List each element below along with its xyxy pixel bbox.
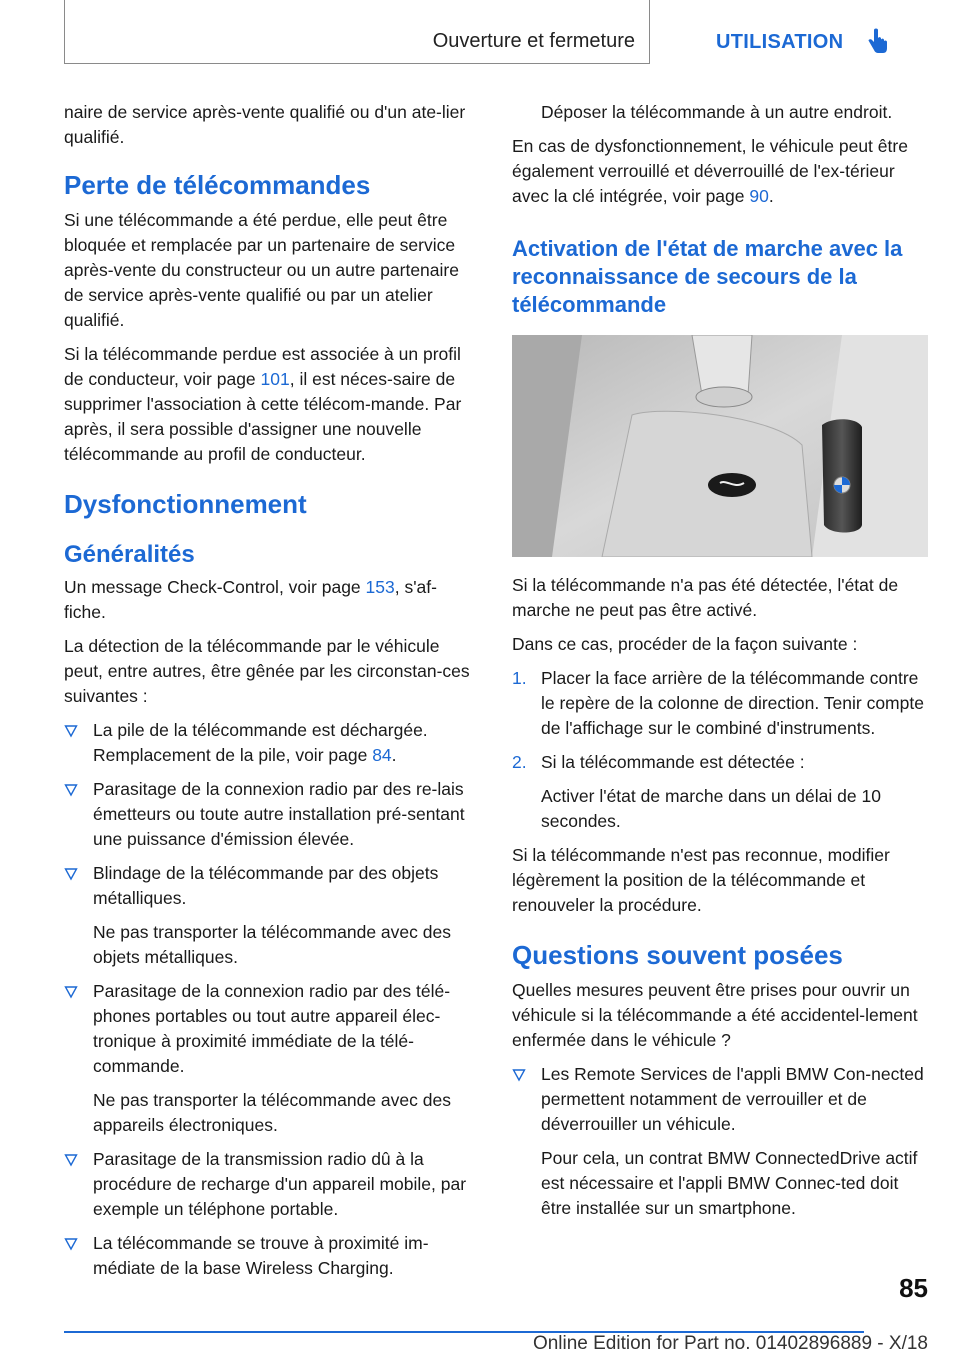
triangle-bullet-icon <box>64 1153 78 1167</box>
triangle-bullet-icon <box>64 783 78 797</box>
steering-column-illustration <box>512 335 928 557</box>
list-item: 2. Si la télécommande est détectée : Activer l'état de marche dans un délai de 10 secondes. <box>512 752 881 831</box>
page-number: 85 <box>899 1273 928 1303</box>
step-number: 1. <box>512 668 527 688</box>
triangle-bullet-icon <box>64 985 78 999</box>
header-chapter-label: UTILISATION <box>716 31 844 53</box>
triangle-bullet-icon <box>512 1068 526 1082</box>
list-item: La télécommande se trouve à proximité im-médiate de la base Wireless Charging. <box>64 1231 478 1281</box>
triangle-bullet-icon <box>64 724 78 738</box>
header-section-title: Ouverture et fermeture <box>432 30 635 52</box>
triangle-bullet-icon <box>64 867 78 881</box>
list-item: Blindage de la télécommande par des objets métalliques. Ne pas transporter la télécommande avec des objets métalliques. <box>64 861 478 970</box>
list-item: La pile de la télécommande est déchargée. Remplacement de la pile, voir page 84. <box>64 718 478 768</box>
left-column <box>64 100 478 1290</box>
heading-questions: Questions souvent posées <box>512 940 843 970</box>
heading-generalites: Généralités <box>64 541 195 568</box>
list-item: Parasitage de la transmission radio dû à la procédure de recharge d'un appareil mobile, par exemple un téléphone portable. <box>64 1147 478 1222</box>
right-paragraph-4: Si la télécommande n'est pas reconnue, modifier légèrement la position de la télécommande et renouveler la procédure. <box>512 845 890 915</box>
list-item: 1. Placer la face arrière de la télécommande contre le repère de la colonne de direction. Tenir compte de l'affichage sur le combiné d'instruments. <box>512 668 924 738</box>
page-link-153[interactable]: 153 <box>365 577 395 597</box>
generalites-paragraph-1: Un message Check-Control, voir page 153, s'af-fiche. <box>64 577 437 622</box>
heading-perte: Perte de télécommandes <box>64 170 371 200</box>
step-number: 2. <box>512 752 527 772</box>
intro-paragraph: naire de service après-vente qualifié ou d'un ate-lier qualifié. <box>64 102 466 147</box>
right-paragraph-2: Si la télécommande n'a pas été détectée, l'état de marche ne peut pas être activé. <box>512 575 899 620</box>
heading-activation: Activation de l'état de marche avec la reconnaissance de secours de la télécommande <box>512 236 903 317</box>
list-item: Les Remote Services de l'appli BMW Con-nected permettent notamment de verrouiller et de déverrouiller un véhicule. Pour cela, un contrat BMW ConnectedDrive actif est nécessaire et l'appli BMW Connec-ted doit être installée sur un smartphone. <box>512 1062 928 1221</box>
page-link-84[interactable]: 84 <box>372 745 392 765</box>
steering-column-drawing <box>512 335 928 557</box>
page-link-90[interactable]: 90 <box>749 186 769 206</box>
list-item: Parasitage de la connexion radio par des re-lais émetteurs ou toute autre installation pré-sentant une puissance d'émission élevée. <box>64 777 478 852</box>
footer-edition: Online Edition for Part no. 01402896889 - X/18 <box>532 1333 928 1354</box>
perte-paragraph-2: Si la télécommande perdue est associée à un profil de conducteur, voir page 101, il est néces-saire de supprimer l'association à cette télécom-mande. Par après, il sera possible d'assigner une nouvelle télécommande au profil de conducteur. <box>64 344 462 464</box>
faq-paragraph: Quelles mesures peuvent être prises pour ouvrir un véhicule si la télécommande a été accidentel-lement enfermée dans le véhicule ? <box>512 980 918 1050</box>
header-section-box <box>64 0 650 64</box>
right-column <box>512 100 928 1230</box>
continued-bullet-text: Déposer la télécommande à un autre endroit. <box>541 102 893 122</box>
list-item: Parasitage de la connexion radio par des télé-phones portables ou tout autre appareil élec-tronique à proximité immédiate de la télé-commande. Ne pas transporter la télécommande avec des appareils électroniques. <box>64 979 478 1138</box>
header-chapter-tab[interactable] <box>662 0 960 64</box>
perte-paragraph-1: Si une télécommande a été perdue, elle peut être bloquée et remplacée par un partenaire de service après-vente du constructeur ou un autre partenaire de service après-vente qualifié ou par un atelier qualifié. <box>64 210 459 330</box>
page-link-101[interactable]: 101 <box>260 369 290 389</box>
right-paragraph-3: Dans ce cas, procéder de la façon suivante : <box>512 634 858 654</box>
hand-pointer-icon <box>865 28 889 56</box>
heading-dysfonctionnement: Dysfonctionnement <box>64 489 307 519</box>
right-paragraph-1: En cas de dysfonctionnement, le véhicule peut être également verrouillé et déverrouillé de l'ex-térieur avec la clé intégrée, voir page 90. <box>512 136 908 206</box>
generalites-paragraph-2: La détection de la télécommande par le véhicule peut, entre autres, être gênée par les circonstan-ces suivantes : <box>64 636 470 706</box>
triangle-bullet-icon <box>64 1237 78 1251</box>
